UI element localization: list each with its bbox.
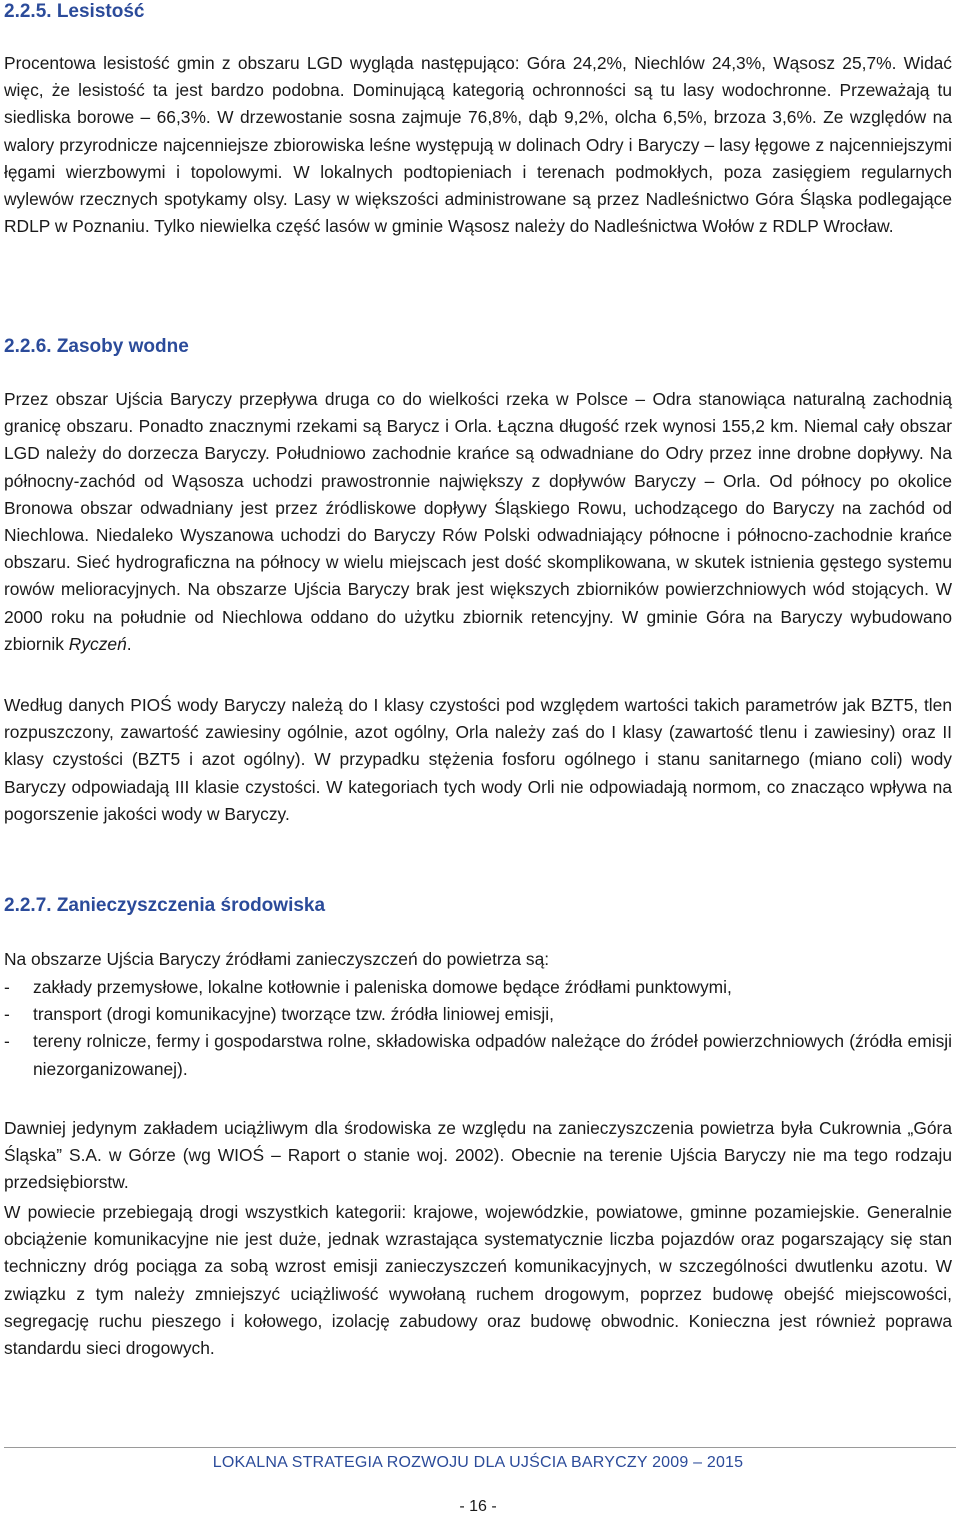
list-item-text: transport (drogi komunikacyjne) tworzące tzw. źródła liniowej emisji, bbox=[33, 1004, 554, 1025]
paragraph-zasoby-wodne-text: Przez obszar Ujścia Baryczy przepływa druga co do wielkości rzeka w Polsce – Odra stanowiąca naturalną zachodnią granicę obszaru. Ponadto znacznymi rzekami są Barycz i Orla. Łączna długość rzek wynosi 155,2 km. Niemal cały obszar LGD należy do dorzecza Baryczy. Południowo zachodnie krańce są odwadniane do Odry przez inne drobne dopływy. Na północny-zachód od Wąsosza uchodzi prawostronnie największy z dopływów Baryczy – Orla. Od północy po okolice Bronowa obszar odwadniany jest przez źródliskowe dopływy Śląskiego Rowu, uchodzącego do Baryczy na zachód od Niechlowa. Niedaleko Wyszanowa uchodzi do Baryczy Rów Polski odwadniający północne i północno-zachodnie krańce obszaru. Sieć hydrograficzna na północy w wielu miejscach jest dość skomplikowana, w skutek istnienia gęstego systemu rowów melioracyjnych. Na obszarze Ujścia Baryczy brak jest większych zbiorników powierzchniowych wód stojących. W 2000 roku na południe od Niechlowa oddano do użytku zbiornik retencyjny. W gminie Góra na Baryczy wybudowano zbiornik bbox=[4, 389, 952, 654]
section-heading-zanieczyszczenia: 2.2.7. Zanieczyszczenia środowiska bbox=[4, 895, 326, 916]
list-item bbox=[4, 1001, 952, 1028]
section-heading-lesistosc: 2.2.5. Lesistość bbox=[4, 1, 145, 22]
paragraph-zasoby-wodne bbox=[4, 386, 952, 658]
page-number: - 16 - bbox=[459, 1498, 497, 1515]
list-marker: - bbox=[4, 1031, 10, 1052]
list-marker: - bbox=[4, 1004, 10, 1025]
paragraph-water-quality: Według danych PIOŚ wody Baryczy należą do I klasy czystości pod względem wartości takich parametrów jak BZT5, tlen rozpuszczony, zawartość zawiesiny ogólnie, azot ogólny, Orla należy zaś do I klasy (zawartość tlenu i zawiesiny) oraz II klasy czystości (BZT5 i azot ogólny). W przypadku stężenia fosforu ogólnego i stanu sanitarnego (miano coli) wody Baryczy odpowiadają III klasie czystości. W kategoriach tych wody Orli nie odpowiadają normom, co znacząco wpływa na pogorszenie jakości wody w Baryczy. bbox=[4, 695, 952, 824]
section-heading-zasoby-wodne: 2.2.6. Zasoby wodne bbox=[4, 336, 189, 357]
pollution-sources-list bbox=[4, 974, 952, 1083]
list-item-text: zakłady przemysłowe, lokalne kotłownie i paleniska domowe będące źródłami punktowymi, bbox=[33, 977, 732, 997]
paragraph-end-mark: . bbox=[126, 633, 132, 654]
list-item bbox=[4, 1028, 952, 1082]
footer-title: LOKALNA STRATEGIA ROZWOJU DLA UJŚCIA BARYCZY 2009 – 2015 bbox=[212, 1454, 744, 1471]
list-item bbox=[4, 974, 952, 1001]
paragraph-lesistosc: Procentowa lesistość gmin z obszaru LGD wygląda następująco: Góra 24,2%, Niechlów 24,3%, Wąsosz 25,7%. Widać więc, że lesistość ta jest bardzo podobna. Dominującą kategorią ochronności są tu lasy wodochronne. Przeważają tu siedliska borowe – 66,3%. W drzewostanie sosna zajmuje 76,8%, dąb 9,2%, olcha 6,5%, brzoza 3,6%. Ze względów na walory przyrodnicze najcenniejsze zbiorowiska leśne występują w dolinach Odry i Baryczy – lasy łęgowe z najcenniejszymi łęgami wierzbowymi i topolowymi. W lokalnych podtopieniach i terenach podmokłych, poza zasięgiem regularnych wylewów rzecznych spotykamy olsy. Lasy w większości administrowane są przez Nadleśnictwo Góra Śląska podlegające RDLP w Poznaniu. Tylko niewielka część lasów w gminie Wąsosz należy do Nadleśnictwa Wołów z RDLP Wrocław. bbox=[4, 53, 952, 237]
list-item-text: tereny rolnicze, fermy i gospodarstwa rolne, składowiska odpadów należące do źródeł powierzchniowych (źródła emisji niezorganizowanej). bbox=[33, 1031, 952, 1079]
list-marker: - bbox=[4, 977, 10, 997]
pollution-sources-intro: Na obszarze Ujścia Baryczy źródłami zanieczyszczeń do powietrza są: bbox=[4, 949, 550, 969]
paragraph-former-plant: Dawniej jedynym zakładem uciążliwym dla środowiska ze względu na zanieczyszczenia powietrza była Cukrownia „Góra Śląska” S.A. w Górze (wg WIOŚ – Raport o stanie woj. 2002). Obecnie na terenie Ujścia Baryczy nie ma tego rodzaju przedsiębiorstw. bbox=[4, 1118, 952, 1193]
reservoir-name: Ryczeń bbox=[68, 633, 127, 654]
footer-divider bbox=[4, 1447, 956, 1448]
paragraph-road-traffic: W powiecie przebiegają drogi wszystkich kategorii: krajowe, wojewódzkie, powiatowe, gminne pozamiejskie. Generalnie obciążenie komunikacyjne nie jest duże, jednak wzrastająca systematycznie liczba pojazdów oraz pogarszający się stan techniczny dróg pociąga za sobą wzrost emisji zanieczyszczeń komunikacyjnych, w szczególności dwutlenku azotu. W związku z tym należy zmniejszyć uciążliwość wywołaną ruchem drogowym, poprzez budowę obejść miejscowości, segregację ruchu pieszego i kołowego, izolację zabudowy oraz budowę obwodnic. Konieczna jest również poprawa standardu sieci drogowych. bbox=[4, 1202, 952, 1359]
